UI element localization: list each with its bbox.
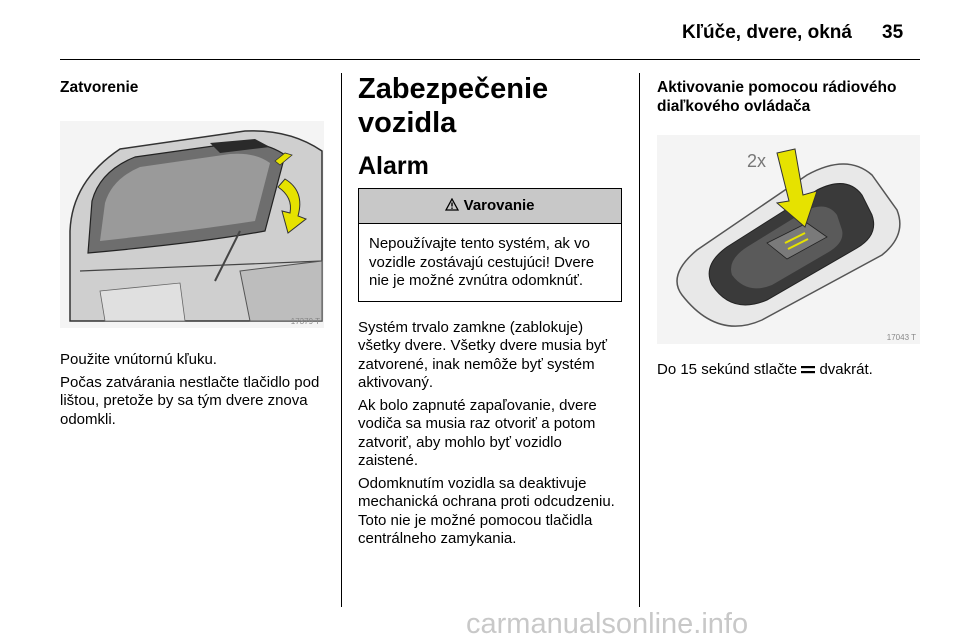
remote-key-illustration <box>657 135 920 344</box>
remote-instruction-text <box>657 361 920 380</box>
tailgate-closing-illustration <box>60 121 324 328</box>
lock-button-icon <box>801 365 815 375</box>
column-vehicle-security <box>358 72 624 549</box>
instruction-text-before: Do 15 sekúnd stlačte <box>657 361 798 378</box>
watermark: carmanualsonline.info <box>466 608 749 640</box>
page-number: 35 <box>882 22 904 43</box>
section-heading-remote-activation: Aktivovanie pomocou rádiového diaľkového ovládača <box>657 79 897 115</box>
section-heading-closing: Zatvorenie <box>60 79 139 96</box>
warning-title: Varovanie <box>463 197 535 214</box>
alarm-paragraph-3: Odomknutím vozidla sa deaktivuje mechanická ochrana proti odcudzeniu. Toto nie je možné pomocou tlačidla centrálneho zamykania. <box>358 474 615 547</box>
image-reference-code: 17379 T <box>290 317 320 326</box>
alarm-paragraph-1: Systém trvalo zamkne (zablokuje) všetky dvere. Všetky dvere musia byť zatvorené, inak nemôže byť systém aktivovaný. <box>358 318 608 391</box>
header-rule <box>60 59 920 60</box>
warning-box <box>358 188 622 302</box>
running-header-title: Kľúče, dvere, okná <box>682 22 852 43</box>
subheading-alarm: Alarm <box>358 152 429 180</box>
section-heading-vehicle-security: Zabezpečenie vozidla <box>358 73 549 139</box>
column-remote-activation <box>657 78 920 380</box>
instruction-text: Použite vnútornú kľuku. <box>60 351 217 368</box>
column-closing <box>60 78 328 429</box>
warning-header <box>359 189 621 224</box>
column-divider-1 <box>341 73 342 607</box>
press-twice-label: 2x <box>747 151 767 171</box>
warning-text: Nepoužívajte tento systém, ak vo vozidle zostávajú cestujúci! Dvere nie je možné zvnútra odomknúť. <box>369 235 595 289</box>
warning-triangle-icon <box>445 198 459 211</box>
warning-note-text: Počas zatvárania nestlačte tlačidlo pod lištou, pretože by sa tým dvere znova odomkli. <box>60 373 320 428</box>
column-divider-2 <box>639 73 640 607</box>
instruction-text-after: dvakrát. <box>819 361 873 378</box>
image-reference-code: 17043 T <box>886 333 916 342</box>
alarm-paragraph-2: Ak bolo zapnuté zapaľovanie, dvere vodiča sa musia raz otvoriť a potom zatvoriť, aby mohlo byť vozidlo zaistené. <box>358 396 597 469</box>
